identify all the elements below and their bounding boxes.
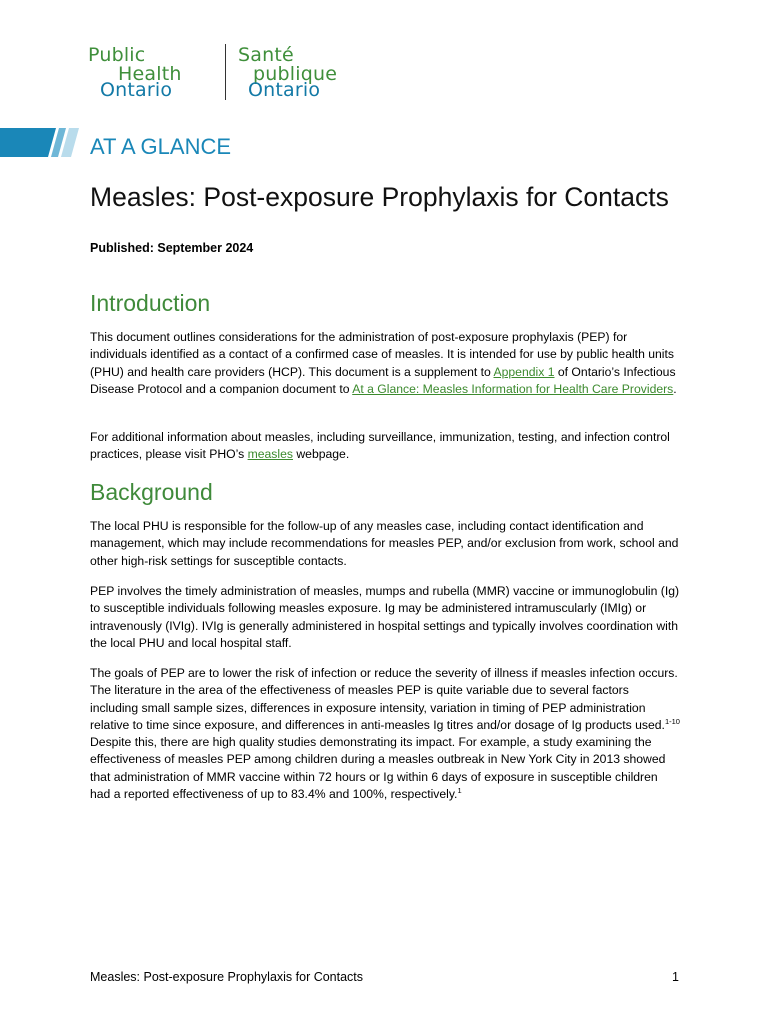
- logo-word-sante: Santé: [238, 44, 294, 66]
- introduction-paragraph-1: [90, 329, 680, 398]
- logo-word-publique: publique: [253, 63, 338, 85]
- footer-title: Measles: Post-exposure Prophylaxis for Contacts: [90, 970, 364, 984]
- bg-p3-text-2: Despite this, there are high quality studies demonstrating its impact. For example, a study examining the effectiveness of measles PEP among children during a measles outbreak in New York City in 2013 showed that administration of MMR vaccine within 72 hours or Ig within 6 days of exposure in susceptible children had a reported effectiveness of up to 83.4% and 100%, respectively.: [90, 735, 666, 802]
- document-kicker: AT A GLANCE: [90, 134, 232, 159]
- introduction-heading: Introduction: [90, 290, 211, 316]
- intro-p2-text-1: For additional information about measles, including surveillance, immunization, testing, and infection control practices, please visit PHO’s: [90, 430, 670, 462]
- intro-text-2: of Ontario’s Infectious Disease Protocol and a companion document to: [90, 364, 676, 396]
- appendix-1-link[interactable]: Appendix 1: [493, 364, 555, 379]
- logo-word-public: Public: [88, 44, 146, 66]
- logo-word-ontario: Ontario: [100, 79, 173, 101]
- bg-p3-text-1: The goals of PEP are to lower the risk of infection or reduce the severity of illness if measles infection occurs. The literature in the area of the effectiveness of measles PEP is quite variable due to several factors including small sample sizes, differences in exposure intensity, variation in timing of PEP administration relative to time since exposure, and differences in anti-measles Ig titres and/or dosage of Ig products used.: [90, 666, 678, 732]
- background-paragraph-3: [90, 665, 680, 803]
- background-paragraph-2: PEP involves the timely administration of measles, mumps and rubella (MMR) vaccine or immunoglobulin (Ig) to susceptible individuals following measles exposure. Ig may be administered intramuscularly (IMIg) or intravenously (IVIg). IVIg is generally administered in hospital settings and typically involves coordination with the local PHU and local hospital staff.: [90, 584, 680, 650]
- introduction-paragraph-2: [90, 429, 680, 464]
- background-paragraph-1: The local PHU is responsible for the follow-up of any measles case, including contact identification and management, which may include recommendations for measles PEP, and/or exclusion from work, school and other high-risk settings for susceptible contacts.: [90, 519, 679, 568]
- background-heading: Background: [90, 479, 213, 505]
- citation-1: 1: [457, 786, 462, 796]
- published-date: Published: September 2024: [90, 241, 254, 255]
- logo-word-health: Health: [118, 63, 182, 85]
- intro-text-1: This document outlines considerations for the administration of post-exposure prophylaxis (PEP) for individuals identified as a contact of a confirmed case of measles. It is intended for use by public health units (PHU) and health care providers (HCP). This document is a supplement to: [90, 330, 674, 379]
- document-title: Measles: Post-exposure Prophylaxis for Contacts: [90, 182, 669, 212]
- logo-word-ontario-fr: Ontario: [248, 79, 321, 101]
- citation-1-10: 1-10: [664, 716, 680, 726]
- page-number: 1: [672, 970, 679, 984]
- header-stripes-decoration: [0, 128, 80, 157]
- intro-p2-text-2: webpage.: [292, 447, 350, 462]
- logo-divider: [225, 44, 226, 100]
- measles-webpage-link[interactable]: measles: [247, 447, 293, 462]
- measles-info-hcp-link[interactable]: At a Glance: Measles Information for Health Care Providers: [352, 381, 674, 396]
- intro-text-3: .: [673, 381, 677, 396]
